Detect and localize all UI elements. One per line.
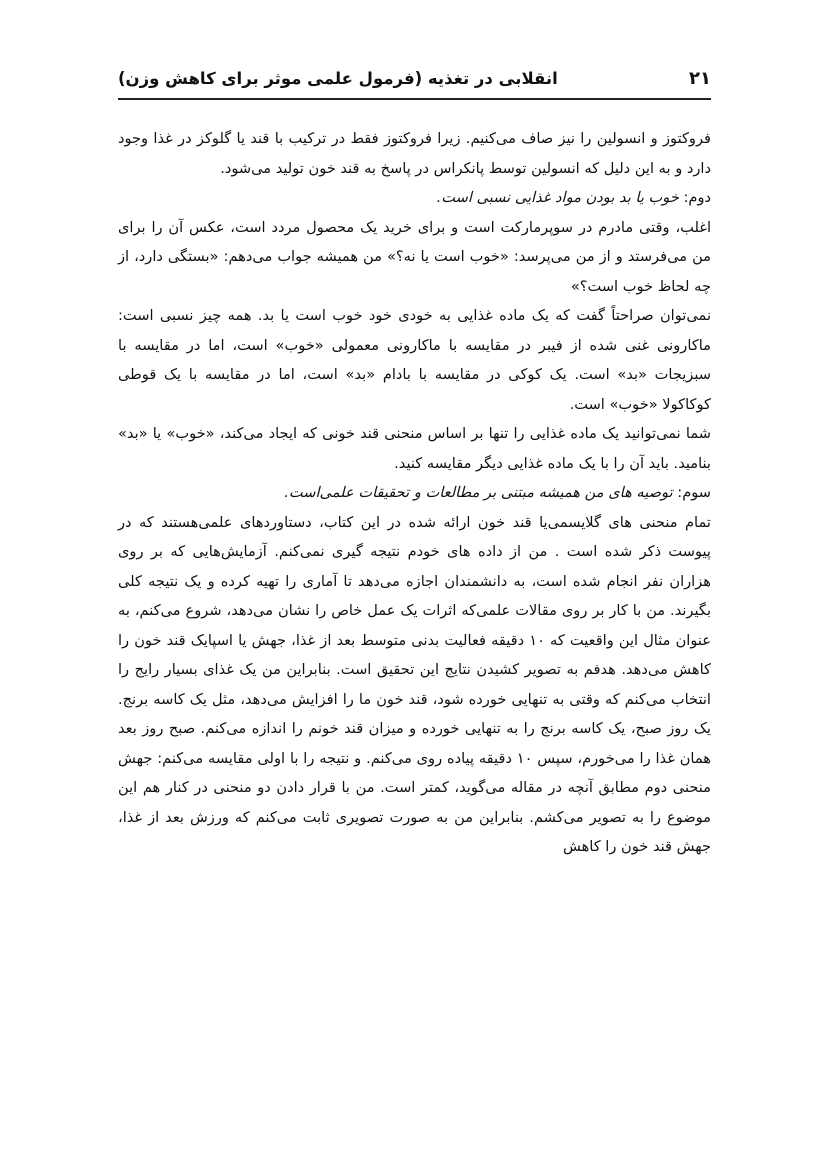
running-title: انقلابی در تغذیه (فرمول علمی موثر برای کاهش وزن) [118, 68, 558, 88]
subheading [118, 183, 711, 213]
subheading-text: خوب یا بد بودن مواد غذایی نسبی است. [436, 189, 679, 206]
page-body [118, 124, 711, 862]
page-header [118, 60, 711, 96]
paragraph [118, 301, 711, 419]
subheading [118, 478, 711, 508]
header-rule [118, 98, 711, 100]
paragraph [118, 124, 711, 183]
paragraph-text: فروکتوز و انسولین را نیز صاف می‌کنیم. زیرا فروکتوز فقط در ترکیب با قند یا گلوکز در غذا وجود دارد و به این دلیل که انسولین توسط پانکراس در پاسخ به قند خون تولید می‌شود. [118, 130, 711, 177]
subheading-lead: دوم: [678, 189, 711, 206]
subheading-lead: سوم: [672, 484, 711, 501]
paragraph-text: اغلب، وقتی مادرم در سوپرمارکت است و برای خرید یک محصول مردد است، عکس آن را برای من می‌فرستد و از من می‌پرسد: «خوب است یا نه؟» من همیشه جواب می‌دهم: «بستگی دارد، از چه لحاظ خوب است؟» [118, 218, 711, 295]
subheading-text: توصیه های من همیشه مبتنی بر مطالعات و تحقیقات علمی‌است. [284, 484, 673, 501]
paragraph-text: تمام منحنی های گلایسمی‌یا قند خون ارائه شده در این کتاب، دستاوردهای علمی‌هستند که در پیوست ذکر شده است . من از داده های خودم نتیجه گیری نمی‌کنم. آزمایش‌هایی که بر روی هزاران نفر انجام شده است، به دانشمندان اجازه می‌دهد تا آماری را تهیه کرده و یک نتیجه کلی بگیرند. من با کار بر روی مقالات علمی‌که اثرات یک عمل خاص را نشان می‌دهد، شروع می‌کنم، به عنوان مثال این واقعیت که ۱۰ دقیقه فعالیت بدنی متوسط بعد از غذا، جهش یا اسپایک قند خون را کاهش می‌دهد. هدفم به تصویر کشیدن نتایج این تحقیق است. بنابراین من یک غذای بسیار رایج را انتخاب می‌کنم که وقتی به تنهایی خورده شود، قند خون ما را افزایش می‌دهد، مثل یک کاسه برنج. یک روز صبح، یک کاسه برنج را به تنهایی خورده و میزان قند خونم را اندازه می‌کنم. صبح روز بعد همان غذا را می‌خورم، سپس ۱۰ دقیقه پیاده روی می‌کنم. و نتیجه را با اولی مقایسه می‌کنم: جهش منحنی دوم مطابق آنچه در مقاله می‌گوید، کمتر است. من با قرار دادن دو منحنی در کنار هم این موضوع را به تصویر می‌کشم. بنابراین من به صورت تصویری ثابت می‌کنم که ورزش بعد از غذا، جهش قند خون را کاهش [118, 513, 711, 855]
paragraph [118, 508, 711, 862]
paragraph-text: شما نمی‌توانید یک ماده غذایی را تنها بر اساس منحنی قند خونی که ایجاد می‌کند، «خوب» یا «بد» بنامید. باید آن را با یک ماده غذایی دیگر مقایسه کنید. [118, 425, 711, 472]
page-number: ۲۱ [689, 67, 711, 89]
paragraph [118, 419, 711, 478]
paragraph-text: نمی‌توان صراحتاً گفت که یک ماده غذایی به خودی خود خوب است یا بد. همه چیز نسبی است: ماکارونی غنی شده از فیبر در مقایسه با ماکارونی معمولی «خوب» است، اما در مقایسه با سبزیجات «بد» است. یک کوکی در مقایسه با بادام «بد» است، اما در مقایسه با یک قوطی کوکاکولا «خوب» است. [118, 307, 711, 413]
paragraph [118, 213, 711, 302]
